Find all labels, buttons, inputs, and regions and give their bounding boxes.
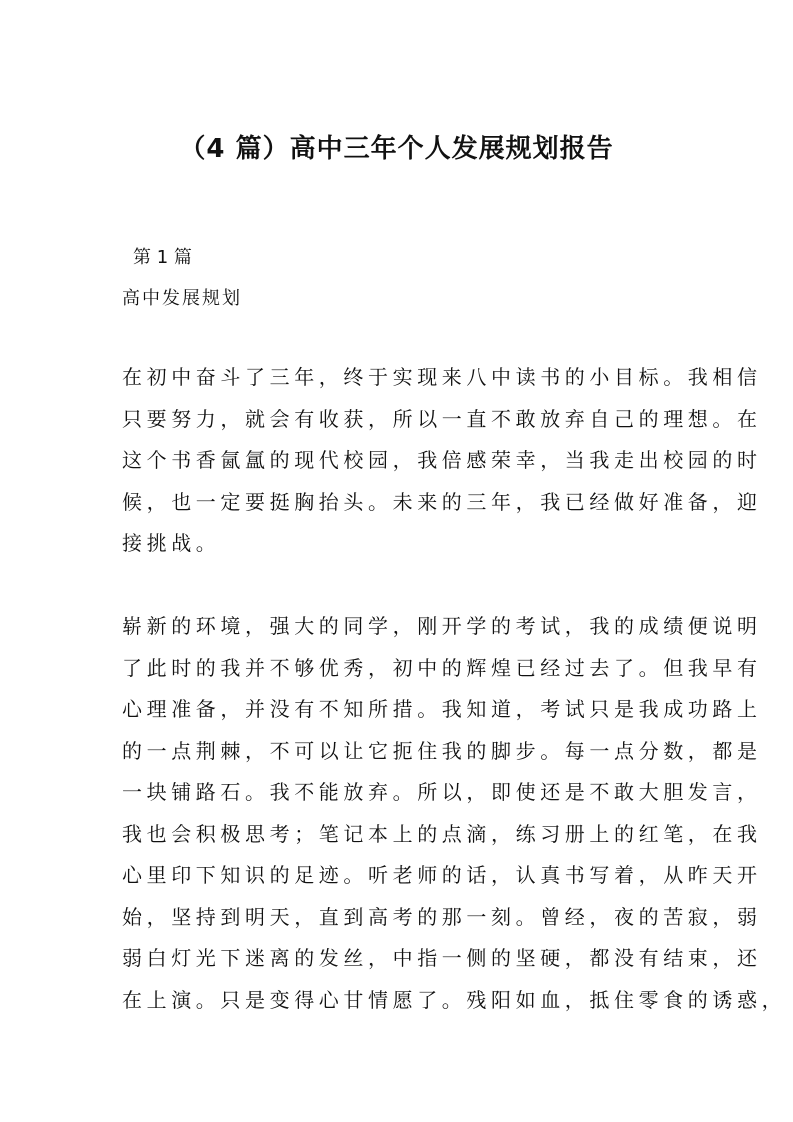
text-line: 我也会积极思考；笔记本上的点滴，练习册上的红笔，在我 [122,821,762,846]
section-label: 第 1 篇 [133,247,192,268]
section-subtitle: 高中发展规划 [122,288,242,309]
text-line: 接挑战。 [122,531,221,555]
text-line: 的一点荆棘，不可以让它扼住我的脚步。每一点分数，都是 [122,738,762,763]
text-line: 候，也一定要挺胸抬头。未来的三年，我已经做好准备，迎 [122,489,762,514]
text-line: 只要努力，就会有收获，所以一直不敢放弃自己的理想。在 [122,406,762,431]
text-line: 心理准备，并没有不知所措。我知道，考试只是我成功路上 [122,697,762,721]
text-line: 这个书香氤氲的现代校园，我倍感荣幸，当我走出校园的时 [122,448,762,472]
text-line: 弱白灯光下迷离的发丝，中指一侧的坚硬，都没有结束，还 [122,946,762,970]
text-line: 始，坚持到明天，直到高考的那一刻。曾经，夜的苦寂，弱 [122,904,762,929]
paragraph-2 [122,606,787,1021]
text-line: 崭新的环境，强大的同学，刚开学的考试，我的成绩便说明 [122,614,762,638]
text-line: 在上演。只是变得心甘情愿了。残阳如血，抵住零食的诱惑， [122,987,787,1012]
text-line: 心里印下知识的足迹。听老师的话，认真书写着，从昨天开 [122,863,762,887]
text-line: 了此时的我并不够优秀，初中的辉煌已经过去了。但我早有 [122,655,762,680]
document-title: （4 篇）高中三年个人发展规划报告 [179,134,614,164]
text-line: 一块铺路石。我不能放弃。所以，即使还是不敢大胆发言， [122,780,762,804]
text-line: 在初中奋斗了三年，终于实现来八中读书的小目标。我相信 [122,365,762,389]
paragraph-1 [122,357,762,565]
